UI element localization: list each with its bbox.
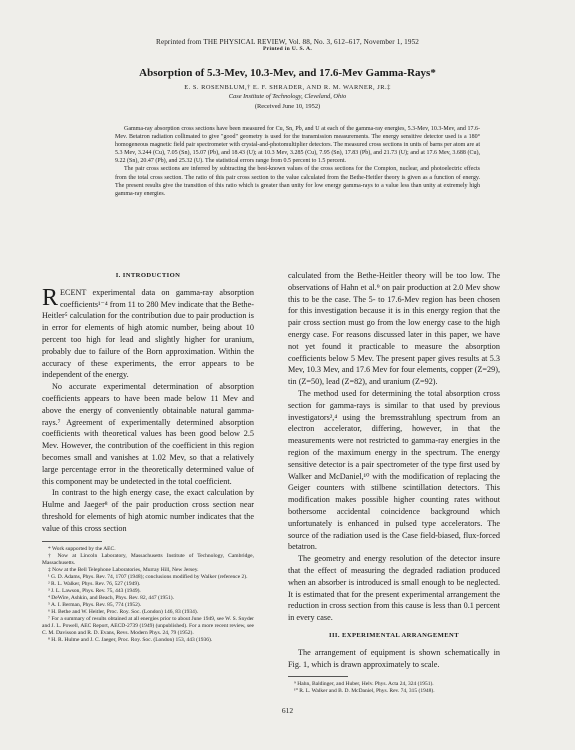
footnote: ⁸ H. R. Hulme and J. C. Jaeger, Proc. Roy. Soc. (London) 153, 443 (1936).	[48, 636, 213, 643]
body-paragraph: The method used for determining the total absorption cross section for gamma-rays is similar to that used by previous investigators²,⁴ using the bremsstrahlung spectrum from an electron accelerator, differing, however, in that the measurements were not restricted to gamma-ray energies in the region of the maximum energy in the spectrum. The energy sensitive detector is a pair spectrometer of the type first used by Walker and McDaniel,¹⁰ with the modification of replacing the Geiger counters with stilbene scintillation detectors. This modification makes possible higher counting rates without bothersome accidental coincidence background which unfortunately is enhanced in pulsed type accelerators. The source of the radiation used is the Case field-biased, flux-forced betatron.	[288, 388, 500, 552]
abstract	[115, 125, 480, 198]
body-paragraph: calculated from the Bethe-Heitler theory will be too low. The observations of Hahn et al.⁹ on pair production at 2.0 Mev show this to be the case. The 5- to 17.6-Mev region has been chosen for this investigation because it is in this energy region that the pair cross section must go from the low energy case to the high energy case. For reasons discussed later in this paper, we have not yet found it practicable to measure the absorption coefficients below 5 Mev. The present paper gives results at 5.3 Mev, 10.3 Mev, and 17.6 Mev for four elements, copper (Z=29), tin (Z=50), lead (Z=82), and uranium (Z=92).	[288, 271, 500, 387]
affiliation: Case Institute of Technology, Cleveland, Ohio	[228, 93, 347, 100]
footnote: * Work supported by the AEC.	[48, 545, 116, 552]
footnote: ⁵ A. I. Berman, Phys. Rev. 85, 774 (1952).	[48, 601, 142, 608]
section-heading-introduction: I. INTRODUCTION	[115, 272, 181, 279]
footnote: ‡ Now at the Bell Telephone Laboratories, Murray Hill, New Jersey.	[48, 566, 199, 573]
footnote: ¹ G. D. Adams, Phys. Rev. 74, 1707 (1948); conclusions modified by Walker (reference 2).	[48, 573, 248, 580]
body-paragraph: No accurate experimental determination of absorption coefficients appears to have been made below 11 Mev and above the energy of conveniently obtainable natural gamma-rays.⁷ Agreement of experimentally determined absorption coefficients with theoretical values has been good below 2.5 Mev. However, the contribution of the coefficient in this region becomes small and vanishes at 1.02 Mev, so that a relatively large percentage error in the theoretically determined value of this component may be undetected in the total coefficient.	[42, 382, 254, 486]
body-paragraph	[42, 284, 254, 381]
paragraph-text: ECENT experimental data on gamma-ray absorption coefficients¹⁻⁴ from 11 to 280 Mev indicate that the Bethe-Heitler⁵ calculation for the contribution due to pair production is in error for elements of high atomic number, being about 10 percent too high for lead and slightly higher for uranium, probably due to failure of the Born approximation. Within the accuracy of these experiments, the error appears to be independent of the energy.	[42, 287, 254, 380]
footnote: ¹⁰ R. L. Walker and B. D. McDaniel, Phys. Rev. 74, 315 (1948).	[294, 688, 435, 695]
author-list: E. S. ROSENBLUM,† E. F. SHRADER, AND R. M. WARNER, JR.‡	[184, 84, 391, 91]
page-number: 612	[281, 706, 294, 715]
body-paragraph: The geometry and energy resolution of the detector insure that the effect of measuring the degraded radiation produced when an absorber is introduced is small enough to be neglected. It is estimated that for the present experimental arrangement the reduction in cross section from this cause is less than 0.1 percent in every case.	[288, 554, 500, 623]
received-date: (Received June 10, 1952)	[254, 103, 321, 110]
footnote: ⁴ DeWire, Ashkin, and Beach, Phys. Rev. 82, 447 (1951).	[48, 594, 174, 601]
footnote: ⁷ For a summary of results obtained at all energies prior to about June 1949, see W. S. Snyder and J. L. Powell, AEC Report, AECD-2739 (1949) (unpublished). For a more recent review, see C. M. Davisson and R. D. Evans, Revs. Modern Phys. 24, 79 (1952).	[42, 615, 254, 636]
footnote: † Now at Lincoln Laboratory, Massachusetts Institute of Technology, Cambridge, Massachusetts.	[42, 552, 254, 566]
footnotes-left	[42, 546, 254, 644]
body-paragraph: In contrast to the high energy case, the exact calculation by Hulme and Jaeger⁸ of the pair production cross section near threshold for elements of high atomic number indicates that the value of this cross section	[42, 488, 254, 533]
section-heading-experimental-arrangement: III. EXPERIMENTAL ARRANGEMENT	[329, 631, 459, 639]
footnote: ³ J. L. Lawson, Phys. Rev. 75, 443 (1949).	[48, 587, 141, 594]
footnote-divider	[42, 541, 102, 542]
footnote: ⁶ H. Bethe and W. Heitler, Proc. Roy. Soc. (London) 146, 83 (1934).	[48, 608, 199, 615]
left-column	[42, 270, 254, 644]
footnotes-right	[288, 681, 500, 695]
reprint-line: Reprinted from THE PHYSICAL REVIEW, Vol. 88, No. 3, 612–617, November 1, 1952	[156, 38, 419, 46]
paper-title: Absorption of 5.3-Mev, 10.3-Mev, and 17.6-Mev Gamma-Rays*	[139, 67, 436, 79]
right-column	[288, 270, 500, 695]
footnote: ² R. L. Walker, Phys. Rev. 76, 527 (1949).	[48, 580, 141, 587]
drop-cap: R	[42, 284, 59, 311]
body-paragraph: The arrangement of equipment is shown schematically in Fig. 1, which is drawn approximately to scale.	[288, 647, 500, 669]
footnote-divider	[288, 676, 348, 677]
abstract-paragraph: Gamma-ray absorption cross sections have been measured for Cu, Sn, Pb, and U at each of the gamma-ray energies, 5.3-Mev, 10.3-Mev, and 17.6-Mev. Betatron radiation collimated to give "good" geometry is used for the transmission measurements. The energy sensitive detector used is a 180° homogeneous magnetic field pair spectrometer with crystal-and-photomultiplier detectors. The measured cross sections in units of barns per atom are at 5.3 Mev, 3.244 (Cu), 7.05 (Sn), 15.07 (Pb), and 18.43 (U); at 10.3 Mev, 3.285 (Cu), 7.95 (Sn), 17.83 (Pb), and 21.73 (U); and at 17.6 Mev, 3.688 (Cu), 9.22 (Sn), 20.47 (Pb), and 25.32 (U). The statistical errors range from 0.5 percent to 1.5 percent.	[115, 126, 480, 165]
footnote: ⁹ Hahn, Baldinger, and Huber, Helv. Phys. Acta 24, 324 (1951).	[294, 681, 434, 688]
printed-in-line: Printed in U. S. A.	[262, 46, 313, 52]
abstract-paragraph: The pair cross sections are inferred by subtracting the best-known values of the cross sections for the Compton, nuclear, and photoelectric effects from the total cross section. The ratio of this pair cross section to the value calculated from the Bethe-Heitler theory is given as a function of energy. The present results give the transition of this ratio which is greater than unity for low energy gamma-rays to a value less than unity at extremely high gamma-ray energies.	[115, 166, 480, 197]
